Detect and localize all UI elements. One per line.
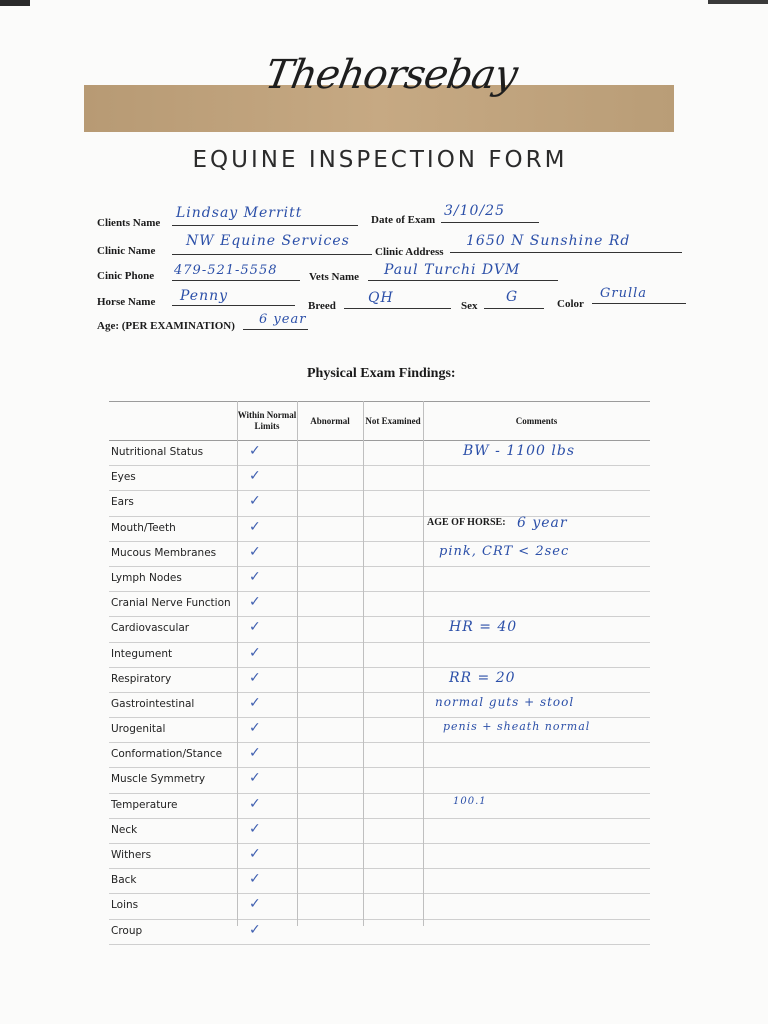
row-label: Gastrointestinal xyxy=(111,697,195,710)
checkmark-icon[interactable]: ✓ xyxy=(249,443,261,459)
checkmark-icon[interactable]: ✓ xyxy=(249,619,261,636)
row-label: Urogenital xyxy=(111,723,166,736)
clinic-phone-value[interactable]: 479-521-5558 xyxy=(174,263,278,278)
row-comment[interactable]: 6 year xyxy=(517,514,568,531)
checkmark-icon[interactable]: ✓ xyxy=(249,518,261,535)
row-label: Respiratory xyxy=(111,672,172,685)
row-label: Conformation/Stance xyxy=(111,748,223,761)
row-comment[interactable]: RR = 20 xyxy=(449,669,516,686)
row-label: Loins xyxy=(111,899,139,912)
color-value[interactable]: Grulla xyxy=(600,286,648,301)
checkmark-icon[interactable]: ✓ xyxy=(249,871,261,888)
clients-name-label: Clients Name xyxy=(97,217,161,229)
header-comments: Comments xyxy=(515,415,558,426)
findings-table xyxy=(109,401,650,945)
age-line xyxy=(243,329,308,330)
checkmark-icon[interactable]: ✓ xyxy=(249,644,261,661)
row-label: Back xyxy=(111,874,137,887)
table-row xyxy=(109,617,650,642)
clients-name-line xyxy=(172,225,358,226)
table-row xyxy=(109,542,650,567)
clinic-name-value[interactable]: NW Equine Services xyxy=(186,233,350,249)
sex-label: Sex xyxy=(461,300,478,312)
horse-name-line xyxy=(172,305,295,306)
checkmark-icon[interactable]: ✓ xyxy=(249,846,261,862)
row-label: Muscle Symmetry xyxy=(111,773,206,786)
table-row xyxy=(109,466,650,491)
checkmark-icon[interactable]: ✓ xyxy=(249,820,261,837)
row-comment[interactable]: normal guts + stool xyxy=(435,694,575,709)
header-abnormal: Abnormal xyxy=(310,415,350,426)
row-label: Cardiovascular xyxy=(111,622,190,635)
breed-value[interactable]: QH xyxy=(368,290,394,306)
date-of-exam-value[interactable]: 3/10/25 xyxy=(444,203,505,219)
row-label: Nutritional Status xyxy=(111,446,204,458)
table-row xyxy=(109,718,650,743)
row-label: Withers xyxy=(111,849,152,861)
column-divider xyxy=(363,401,364,926)
row-label: Croup xyxy=(111,924,143,937)
form-title: EQUINE INSPECTION FORM xyxy=(192,147,568,173)
page-edge-shadow xyxy=(708,0,768,4)
table-row xyxy=(109,768,650,793)
table-body xyxy=(109,441,650,945)
row-comment[interactable]: HR = 40 xyxy=(449,619,518,636)
sex-line xyxy=(484,308,544,309)
horse-name-value[interactable]: Penny xyxy=(180,288,229,304)
table-row xyxy=(109,869,650,894)
checkmark-icon[interactable]: ✓ xyxy=(249,896,261,913)
table-row xyxy=(109,592,650,617)
breed-line xyxy=(344,308,451,309)
clinic-address-value[interactable]: 1650 N Sunshine Rd xyxy=(466,233,631,249)
clinic-phone-label: Cinic Phone xyxy=(97,270,155,282)
checkmark-icon[interactable]: ✓ xyxy=(249,770,261,787)
table-row xyxy=(109,441,650,466)
date-of-exam-line xyxy=(441,222,539,223)
checkmark-icon[interactable]: ✓ xyxy=(249,745,261,762)
table-row xyxy=(109,819,650,844)
checkmark-icon[interactable]: ✓ xyxy=(249,543,261,560)
column-divider xyxy=(237,401,238,926)
row-label: Cranial Nerve Function xyxy=(111,597,231,610)
row-comment[interactable]: BW - 1100 lbs xyxy=(463,443,576,459)
row-comment[interactable]: penis + sheath normal xyxy=(443,720,591,734)
vets-name-label: Vets Name xyxy=(309,271,359,283)
row-label: Ears xyxy=(111,496,134,509)
checkmark-icon[interactable]: ✓ xyxy=(249,669,261,686)
age-label: Age: (PER EXAMINATION) xyxy=(97,320,235,332)
table-row xyxy=(109,693,650,718)
page-edge-shadow xyxy=(0,0,30,6)
header-not-examined: Not Examined xyxy=(365,415,421,426)
vets-name-line xyxy=(368,280,558,281)
checkmark-icon[interactable]: ✓ xyxy=(249,921,261,938)
table-row xyxy=(109,491,650,516)
clinic-address-label: Clinic Address xyxy=(375,246,444,258)
row-comment[interactable]: 100.1 xyxy=(453,795,487,807)
table-row xyxy=(109,894,650,919)
table-row xyxy=(109,643,650,668)
column-divider xyxy=(423,401,424,926)
breed-label: Breed xyxy=(308,300,336,312)
row-label: Temperature xyxy=(111,798,178,811)
header-within-limits: Within Normal Limits xyxy=(237,410,297,431)
checkmark-icon[interactable]: ✓ xyxy=(249,720,261,737)
vets-name-value[interactable]: Paul Turchi DVM xyxy=(384,262,521,278)
clinic-name-line xyxy=(172,254,372,255)
table-header-row xyxy=(109,401,650,441)
checkmark-icon[interactable]: ✓ xyxy=(249,694,261,711)
section-title: Physical Exam Findings: xyxy=(307,366,456,381)
clinic-name-label: Clinic Name xyxy=(97,245,156,257)
date-of-exam-label: Date of Exam xyxy=(371,214,436,226)
age-of-horse-label: AGE OF HORSE: xyxy=(427,517,506,528)
table-row xyxy=(109,514,650,542)
clinic-phone-line xyxy=(172,280,300,281)
row-label: Integument xyxy=(111,647,173,660)
row-label: Lymph Nodes xyxy=(111,571,182,584)
row-label: Mouth/Teeth xyxy=(111,521,176,534)
table-row xyxy=(109,794,650,819)
checkmark-icon[interactable]: ✓ xyxy=(249,594,261,611)
clients-name-value[interactable]: Lindsay Merritt xyxy=(176,205,303,221)
color-label: Color xyxy=(557,298,584,310)
row-label: Eyes xyxy=(111,471,136,484)
clinic-address-line xyxy=(450,252,682,253)
row-label: Neck xyxy=(111,823,138,836)
brand-logo: Thehorsebay xyxy=(261,52,521,98)
checkmark-icon[interactable]: ✓ xyxy=(249,795,261,812)
column-divider xyxy=(297,401,298,926)
table-row xyxy=(109,844,650,869)
color-line xyxy=(592,303,686,304)
horse-name-label: Horse Name xyxy=(97,296,156,308)
row-comment[interactable]: pink, CRT < 2sec xyxy=(439,543,570,559)
table-row xyxy=(109,567,650,592)
table-row xyxy=(109,920,650,945)
age-value[interactable]: 6 year xyxy=(259,312,307,327)
checkmark-icon[interactable]: ✓ xyxy=(249,568,261,585)
checkmark-icon[interactable]: ✓ xyxy=(249,468,261,485)
sex-value[interactable]: G xyxy=(506,289,519,305)
row-label: Mucous Membranes xyxy=(111,546,217,559)
table-row xyxy=(109,668,650,693)
checkmark-icon[interactable]: ✓ xyxy=(249,493,261,510)
table-row xyxy=(109,743,650,768)
